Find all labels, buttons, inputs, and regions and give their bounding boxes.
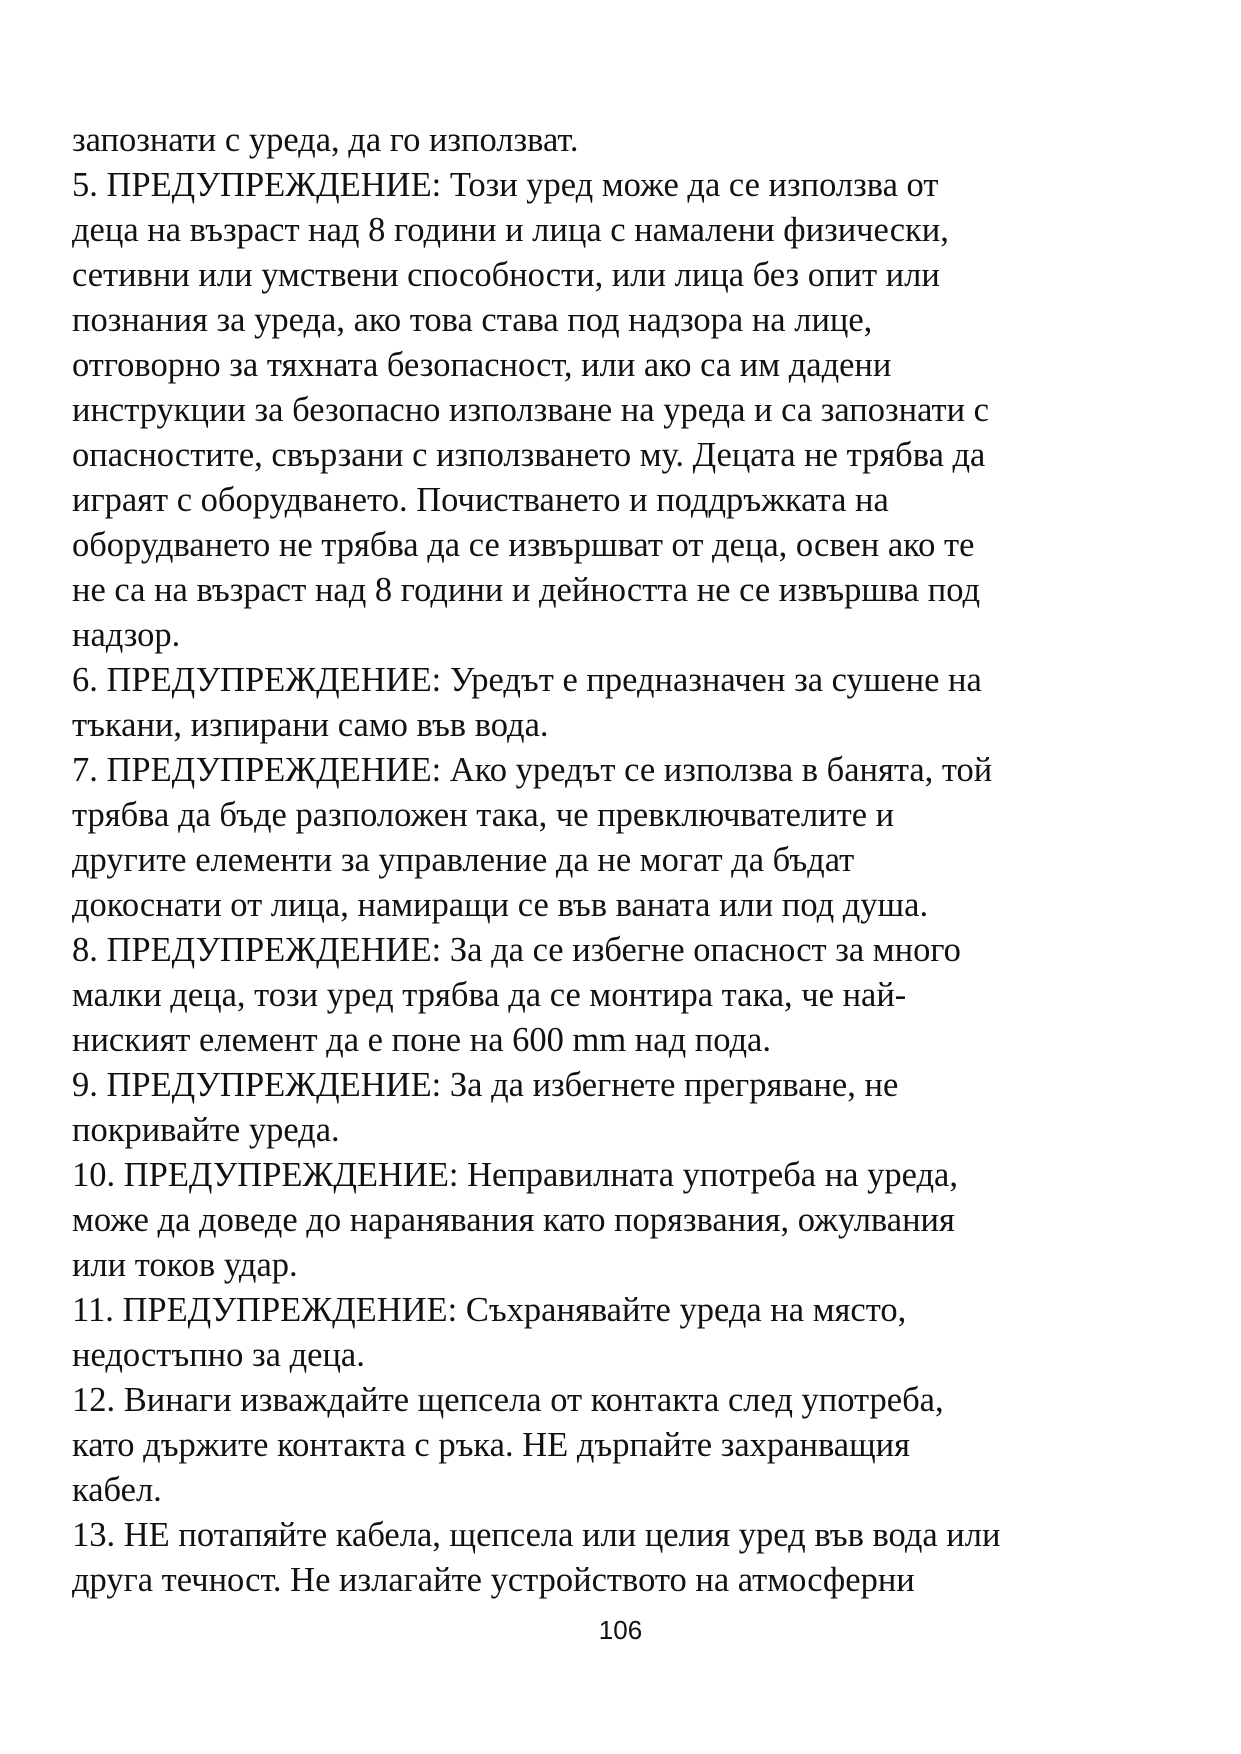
page-number: 106: [598, 1615, 643, 1645]
text-line: опасностите, свързани с използването му. Децата не трябва да: [72, 436, 986, 474]
text-line: ниският елемент да е поне на 600 mm над пода.: [72, 1021, 771, 1059]
text-line: не са на възраст над 8 години и дейността не се извършва под: [72, 571, 981, 609]
text-line: 12. Винаги изваждайте щепсела от контакта след употреба,: [72, 1381, 944, 1419]
text-line: познания за уреда, ако това става под надзора на лице,: [72, 301, 873, 339]
text-line: сетивни или умствени способности, или лица без опит или: [72, 256, 940, 294]
text-line: запознати с уреда, да го използват.: [72, 121, 579, 159]
text-line: недостъпно за деца.: [72, 1336, 365, 1374]
text-line: 7. ПРЕДУПРЕЖДЕНИЕ: Ако уредът се използва в банята, той: [72, 751, 993, 789]
text-line: докоснати от лица, намиращи се във ваната или под душа.: [72, 886, 929, 924]
text-line: може да доведе до наранявания като порязвания, ожулвания: [72, 1201, 955, 1239]
text-line: 13. НЕ потапяйте кабела, щепсела или целия уред във вода или: [72, 1516, 1001, 1554]
body-text: [72, 118, 1192, 1603]
text-line: надзор.: [72, 616, 181, 654]
text-line: отговорно за тяхната безопасност, или ако са им дадени: [72, 346, 892, 384]
text-line: играят с оборудването. Почистването и поддръжката на: [72, 481, 889, 519]
text-line: деца на възраст над 8 години и лица с намалени физически,: [72, 211, 949, 249]
text-line: тъкани, изпирани само във вода.: [72, 706, 549, 744]
text-line: 9. ПРЕДУПРЕЖДЕНИЕ: За да избегнете прегряване, не: [72, 1066, 899, 1104]
text-line: друга течност. Не излагайте устройството на атмосферни: [72, 1561, 915, 1599]
text-line: 6. ПРЕДУПРЕЖДЕНИЕ: Уредът е предназначен за сушене на: [72, 661, 982, 699]
text-line: 11. ПРЕДУПРЕЖДЕНИЕ: Съхранявайте уреда на място,: [72, 1291, 907, 1329]
text-line: оборудването не трябва да се извършват от деца, освен ако те: [72, 526, 975, 564]
text-line: 10. ПРЕДУПРЕЖДЕНИЕ: Неправилната употреба на уреда,: [72, 1156, 958, 1194]
text-line: малки деца, този уред трябва да се монтира така, че най-: [72, 976, 907, 1014]
text-line: като държите контакта с ръка. НЕ дърпайте захранващия: [72, 1426, 910, 1464]
text-line: 5. ПРЕДУПРЕЖДЕНИЕ: Този уред може да се използва от: [72, 166, 939, 204]
text-line: кабел.: [72, 1471, 162, 1509]
text-line: покривайте уреда.: [72, 1111, 340, 1149]
text-line: трябва да бъде разположен така, че превключвателите и: [72, 796, 895, 834]
text-line: или токов удар.: [72, 1246, 298, 1284]
text-line: инструкции за безопасно използване на уреда и са запознати с: [72, 391, 989, 429]
text-line: 8. ПРЕДУПРЕЖДЕНИЕ: За да се избегне опасност за много: [72, 931, 961, 969]
text-line: другите елементи за управление да не могат да бъдат: [72, 841, 855, 879]
